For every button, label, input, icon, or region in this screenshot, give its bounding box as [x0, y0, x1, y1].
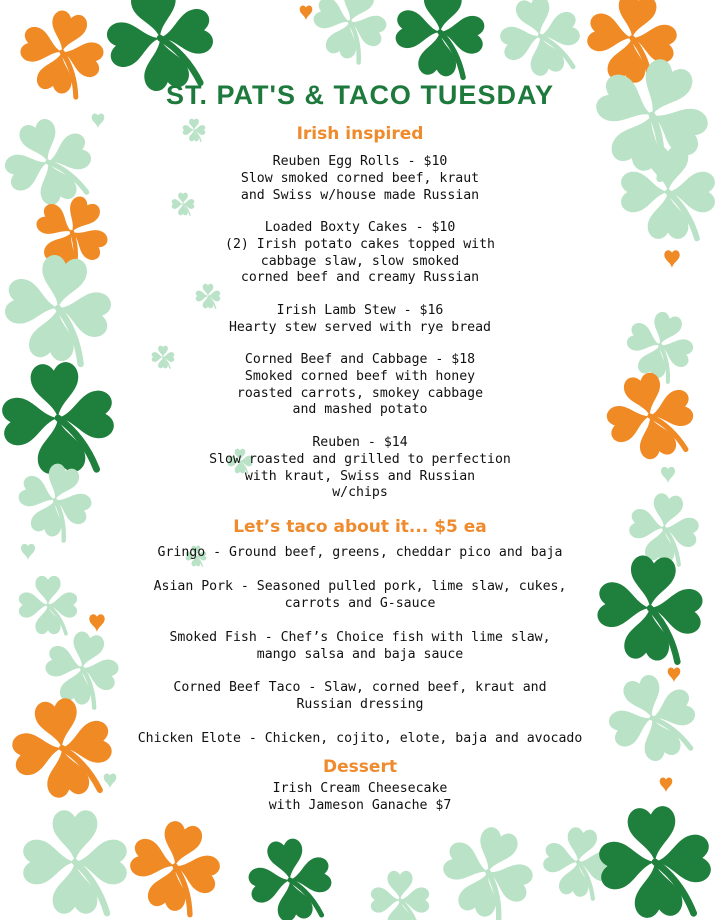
menu-item-irish-lamb-stew — [0, 303, 720, 337]
taco-item-corned-beef-taco — [0, 680, 720, 714]
item-title: Irish Lamb Stew - $16 — [276, 303, 444, 318]
shamrock-icon — [121, 812, 228, 919]
item-desc: Smoked corned beef with honey — [244, 368, 476, 384]
item-desc: Russian dressing — [296, 696, 424, 712]
item-desc: Hearty stew served with rye bread — [228, 319, 491, 335]
item-desc: Slow smoked corned beef, kraut — [240, 170, 480, 186]
item-desc: mango salsa and baja sauce — [256, 646, 464, 662]
heading-tacos: Let’s taco about it... $5 ea — [233, 517, 487, 537]
item-title: Reuben Egg Rolls - $10 — [272, 154, 448, 169]
shamrock-icon — [371, 871, 429, 920]
shamrock-icon — [492, 0, 587, 84]
item-desc: Irish Cream Cheesecake — [272, 781, 448, 796]
menu-item-loaded-boxty-cakes — [0, 220, 720, 287]
page-title: ST. PAT'S & TACO TUESDAY — [166, 80, 554, 110]
shamrock-icon — [23, 810, 127, 914]
item-desc: cabbage slaw, slow smoked — [260, 253, 460, 269]
item-desc: Gringo - Ground beef, greens, cheddar pico and baja — [157, 545, 563, 560]
menu-item-reuben — [0, 435, 720, 502]
item-title: Loaded Boxty Cakes - $10 — [264, 220, 456, 235]
item-desc: and Swiss w/house made Russian — [240, 187, 480, 203]
item-desc: with kraut, Swiss and Russian — [244, 468, 476, 484]
shamrock-icon — [243, 833, 337, 920]
item-desc: corned beef and creamy Russian — [240, 270, 480, 286]
item-desc: Asian Pork - Seasoned pulled pork, lime slaw, cukes, — [153, 579, 567, 594]
heading-dessert: Dessert — [323, 757, 397, 777]
taco-item-asian-pork — [0, 579, 720, 613]
heading-irish-inspired: Irish inspired — [296, 124, 424, 144]
item-desc: carrots and G-sauce — [284, 595, 436, 611]
item-desc: w/chips — [332, 485, 388, 501]
taco-item-gringo — [0, 545, 720, 562]
item-desc: Smoked Fish - Chef’s Choice fish with lime slaw, — [169, 630, 551, 645]
item-desc: roasted carrots, smokey cabbage — [236, 385, 484, 401]
shamrock-icon — [595, 802, 714, 920]
menu-item-corned-beef-and-cabbage — [0, 352, 720, 419]
taco-item-chicken-elote — [0, 731, 720, 748]
item-desc: (2) Irish potato cakes topped with — [225, 236, 495, 252]
item-title: Corned Beef and Cabbage - $18 — [244, 352, 476, 367]
item-desc: Corned Beef Taco - Slaw, corned beef, kraut and — [173, 680, 547, 695]
item-title: Reuben - $14 — [312, 435, 408, 450]
item-desc: with Jameson Ganache $7 — [268, 797, 452, 813]
dessert-item — [0, 781, 720, 815]
heart-icon — [300, 5, 313, 20]
menu-item-reuben-egg-rolls — [0, 154, 720, 204]
item-desc: and mashed potato — [292, 402, 428, 418]
item-desc: Slow roasted and grilled to perfection — [209, 451, 511, 467]
item-desc: Chicken Elote - Chicken, cojito, elote, baja and avocado — [137, 731, 583, 746]
shamrock-icon — [304, 0, 395, 68]
shamrock-icon — [432, 816, 544, 920]
shamrock-icon — [393, 0, 488, 79]
taco-item-smoked-fish — [0, 630, 720, 664]
